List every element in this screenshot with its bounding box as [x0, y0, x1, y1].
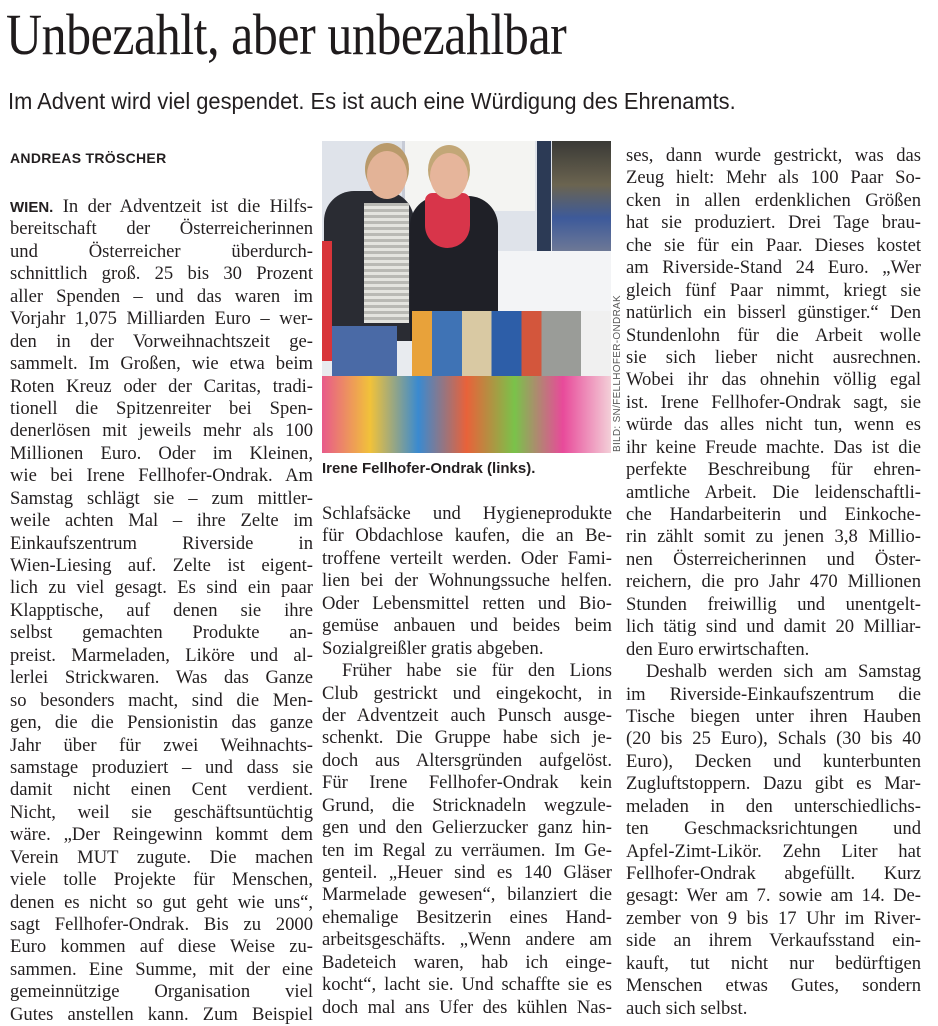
text-line: Euro kommen auf diese Weise zu-	[10, 936, 313, 958]
text-line: Klapptische, auf denen sie ihre	[10, 599, 313, 621]
text-line: ihr keine Freude machte. Das ist die	[626, 436, 921, 458]
text-line: im Riverside-Einkaufszentrum die	[626, 683, 921, 705]
text-line: che Handarbeiterin und Einkoche-	[626, 504, 921, 525]
text-line: preist. Marmeladen, Liköre und al-	[10, 644, 313, 666]
photo-caption: Irene Fellhofer-Ondrak (links).	[322, 460, 536, 477]
text-line: Stundenlohn für die Arbeit wolle	[626, 324, 921, 346]
text-line: side an ihrem Verkaufsstand ein-	[626, 930, 921, 952]
text-line: sie sich lieber nicht ausrechnen.	[626, 346, 921, 368]
text-line	[10, 196, 313, 218]
photo-face-right	[430, 153, 468, 199]
text-line: perfekte Beschreibung für ehren-	[626, 459, 921, 481]
text-line: Vorjahr 1,075 Milliarden Euro – wer-	[10, 308, 313, 330]
text-line: ist. Irene Fellhofer-Ondrak sagt, sie	[626, 391, 921, 413]
text-line: so besonders macht, sind die Men-	[10, 689, 313, 711]
text-line: schenkt. Die Gruppe habe sich je-	[322, 727, 612, 749]
text-line: den Euro erwirtschaften.	[626, 638, 810, 660]
article-column-3	[626, 145, 921, 1020]
text-line: Früher habe sie für den Lions	[342, 660, 612, 682]
text-line: nen Österreicherinnen und Öster-	[626, 548, 921, 570]
text-line: natürlich ein bisserl günstiger.“ Den	[626, 302, 921, 324]
text-line: sagt Fellhofer-Ondrak. Bis zu 2000	[10, 914, 313, 935]
article-photo	[322, 141, 611, 453]
text-line: Zeug hielt: Mehr als 100 Paar So-	[626, 167, 921, 189]
text-line: lich zu viel gesagt. Es sind ein paar	[10, 577, 313, 599]
text-line: lien bei der Wohnungssuche helfen.	[322, 570, 612, 592]
text-line: Für Irene Fellhofer-Ondrak kein	[322, 772, 612, 794]
text-line: gen und den Gelierzucker ganz hin-	[322, 817, 612, 839]
text-line: Marmelade gewesen“, bilanziert die	[322, 884, 612, 906]
headline: Unbezahlt, aber unbezahlbar	[6, 2, 567, 67]
text-line: che sie für ein Paar. Dieses kostet	[626, 234, 921, 256]
text-line: wie bei Irene Fellhofer-Ondrak. Am	[10, 465, 313, 487]
text-line: Samstag schlägt sie – zum mittler-	[10, 487, 313, 509]
text-line: arbeitsgeschäfts. „Wenn andere am	[322, 929, 612, 951]
text-line: Euro), Decken und kunterbunten	[626, 750, 921, 772]
subheadline: Im Advent wird viel gespendet. Es ist auch eine Würdigung des Ehrenamts.	[8, 88, 736, 114]
text-line: lerlei Strickwaren. Was das Ganze	[10, 667, 313, 689]
text-line: Stunden freiwillig und unentgelt-	[626, 593, 921, 615]
photo-scarf	[425, 193, 470, 248]
text-line: Millionen Euro. Oder im Kleinen,	[10, 442, 313, 464]
text-line: würde das alles nicht tun, wenn es	[626, 414, 921, 436]
text-line: gleich fünf Paar nimmt, kriegt sie	[626, 279, 921, 301]
text-line: Einkaufszentrum Riverside in	[10, 532, 313, 554]
text-line: ten im Regal zu verräumen. Im Ge-	[322, 839, 612, 861]
text-line: Club gestrickt und eingekocht, in	[322, 682, 612, 704]
text-line: kocht“, lacht sie. Und schaffte sie es	[322, 974, 612, 996]
text-line: aller Spenden – und das waren im	[10, 285, 313, 307]
photo-pillar	[537, 141, 551, 256]
text-line: (20 bis 25 Euro), Schals (30 bis 40	[626, 728, 921, 750]
text-line: doch mal ans Ufer des kühlen Nas-	[322, 996, 612, 1018]
text-line: wäre. „Der Reingewinn kommt dem	[10, 824, 313, 846]
text-line: Apfel-Zimt-Likör. Zehn Liter hat	[626, 840, 921, 862]
text-line: Oder Lebensmittel retten und Bio-	[322, 592, 612, 614]
text-line: gemeinnützige Organisation viel	[10, 981, 313, 1003]
photo-jeans	[332, 326, 397, 376]
text-line: am Riverside-Stand 24 Euro. „Wer	[626, 257, 921, 279]
text-line-content: In der Adventzeit ist die Hilfs-	[62, 196, 313, 217]
text-line: gesagt: Wer am 7. sowie am 14. De-	[626, 885, 921, 907]
text-line: lich tätig sind und damit 20 Milliar-	[626, 616, 921, 638]
dateline: WIEN.	[10, 199, 54, 216]
photo-face-left	[367, 151, 407, 199]
text-line: für Obdachlose kaufen, die an Be-	[322, 525, 612, 547]
text-line: samstage produziert – und dass sie	[10, 756, 313, 778]
text-line: Gutes anstellen kann. Zum Beispiel	[10, 1003, 313, 1025]
text-line: genteil. „Heuer sind es 140 Gläser	[322, 862, 612, 883]
article-column-2	[322, 503, 612, 1019]
text-line: den in der Vorweihnachtszeit ge-	[10, 330, 313, 352]
text-line: damit nicht einen Cent verdient.	[10, 779, 313, 801]
photo-red-jacket	[322, 241, 332, 361]
text-line: Fellhofer-Ondrak abgefüllt. Kurz	[626, 863, 921, 884]
photo-cafe	[552, 141, 611, 251]
text-line: Menschen etwas Gutes, sondern	[626, 975, 921, 997]
text-line: ehemalige Besitzerin eines Hand-	[322, 906, 612, 928]
text-line: weile achten Mal – ihre Zelte im	[10, 510, 313, 532]
photo-credit: BILD: SN/FELLHOFER-ONDRAK	[612, 295, 623, 452]
photo-shirt-striped	[364, 203, 409, 323]
text-line: doch aus Altersgründen aufgelöst.	[322, 749, 612, 771]
text-line: viele tolle Projekte für Menschen,	[10, 869, 313, 891]
text-line: bereitschaft der Österreicherinnen	[10, 218, 313, 240]
text-line: und Österreicher überdurch-	[10, 240, 313, 262]
text-line: hat sie produziert. Drei Tage brau-	[626, 212, 921, 234]
text-line: denen es nicht so gut geht wie uns“,	[10, 891, 313, 913]
text-line: selbst gemachten Produkte an-	[10, 622, 313, 644]
author-byline: ANDREAS TRÖSCHER	[10, 150, 167, 166]
text-line: ten Geschmacksrichtungen und	[626, 818, 921, 840]
text-line: zember von 9 bis 17 Uhr im River-	[626, 907, 921, 929]
text-line: Wobei ihr das ohnehin völlig egal	[626, 369, 921, 391]
text-line: Deshalb werden sich am Samstag	[646, 661, 921, 683]
text-line: auch sich selbst.	[626, 997, 748, 1019]
text-line: Verein MUT zugute. Die machen	[10, 846, 313, 868]
text-line: Badeteich waren, hab ich einge-	[322, 951, 612, 973]
text-line: sammelt. Im Großen, wie etwa beim	[10, 353, 313, 375]
text-line: Tische biegen unter ihren Hauben	[626, 705, 921, 727]
text-line: reichern, die pro Jahr 470 Millionen	[626, 571, 921, 593]
photo-knitted-snakes	[322, 376, 611, 453]
text-line: meladen in den unterschiedlichs-	[626, 795, 921, 817]
text-line: gemüse anbauen und beides beim	[322, 615, 612, 637]
text-line: kauft, tut nicht nur bedürftigen	[626, 952, 921, 974]
text-line: tionell die Spitzenreiter bei Spen-	[10, 397, 313, 419]
text-line: der Adventzeit auch Punsch ausge-	[322, 704, 612, 726]
text-line: Roten Kreuz oder der Caritas, tradi-	[10, 375, 313, 397]
text-line: gen, die die Pensionistin das ganze	[10, 712, 313, 734]
text-line: Wien-Liesing auf. Zelte ist eigent-	[10, 555, 313, 576]
text-line: Jahr über für zwei Weihnachts-	[10, 734, 313, 756]
text-line: cken in allen erdenklichen Größen	[626, 189, 921, 211]
text-line: troffene verteilt werden. Oder Fami-	[322, 547, 612, 569]
text-line: Zugluftstoppern. Dazu gibt es Mar-	[626, 773, 921, 795]
text-line: Schlafsäcke und Hygieneprodukte	[322, 503, 612, 524]
text-line: schnittlich groß. 25 bis 30 Prozent	[10, 263, 313, 285]
text-line: rin zählt somit zu jenen 3,8 Millio-	[626, 526, 921, 548]
text-line: denerlösen mit jeweils mehr als 100	[10, 420, 313, 442]
text-line: ses, dann wurde gestrickt, was das	[626, 145, 921, 166]
article-column-1	[10, 196, 313, 1026]
text-line: Grund, die Stricknadeln wegzule-	[322, 794, 612, 816]
text-line: Nicht, weil sie geschäftsuntüchtig	[10, 801, 313, 823]
text-line: sammen. Eine Summe, mit der eine	[10, 958, 313, 980]
text-line: amtliche Arbeit. Die leidenschaftli-	[626, 481, 921, 503]
text-line: Sozialgreißler gratis abgeben.	[322, 637, 544, 659]
